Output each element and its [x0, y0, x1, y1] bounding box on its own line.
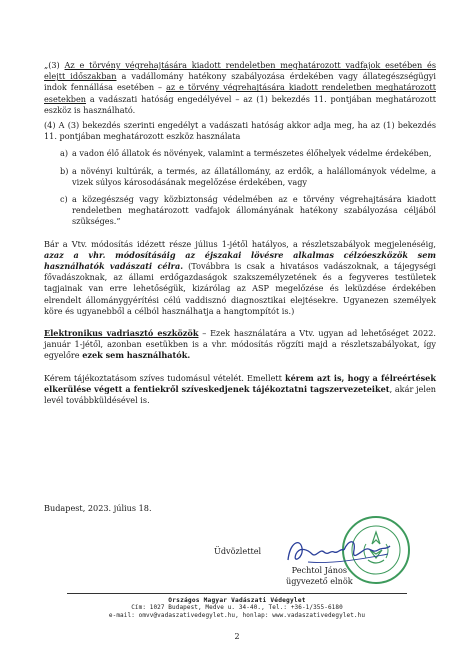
footer-address: Cím: 1027 Budapest, Medve u. 34-40., Tel.: +36-1/355-6180 — [131, 604, 343, 611]
signatory — [286, 565, 353, 587]
paragraph-request — [44, 373, 436, 407]
list-item — [60, 166, 436, 188]
letter-body — [44, 60, 436, 406]
quote-text: a vadállomány hatékony szabályozása érdekében vagy állategészségügyi indok fennállása esetében – — [44, 71, 436, 93]
paragraph-vtv — [44, 239, 436, 317]
body-text: Kérem tájékoztatásom szíves tudomásul vételét. Emellett — [44, 372, 285, 383]
quoted-paragraph-3 — [44, 60, 436, 116]
emphasized-text: ezek sem használhatók. — [82, 350, 191, 361]
signatory-title: ügyvezető elnök — [286, 576, 353, 587]
footer-contact: e-mail: omvv@vadaszativedegylet.hu, honlap: www.vadaszativedegylet.hu — [108, 612, 366, 619]
signatory-name: Pechtol János — [291, 565, 348, 575]
list-label: c) — [60, 194, 68, 205]
section-heading: Elektronikus vadriasztó eszközök — [44, 328, 199, 339]
emphasized-text: kérem azt is, hogy a félreértések elkerülése végett a fentiekről szíveskedjenek tájékoztatni tagszervezeteiket — [44, 372, 436, 394]
list-item — [60, 148, 436, 159]
body-text: – Ezek használatára a Vtv. ugyan ad lehetőséget 2022. január 1-jétől, azonban esetükben is a vhr. módosítás rögzíti majd a részletszabályokat, így egyelőre — [44, 328, 436, 361]
paragraph-electronic — [44, 328, 436, 362]
page-number: 2 — [234, 632, 240, 641]
footer — [0, 593, 474, 620]
footer-org: Országos Magyar Vadászati Védegylet — [168, 597, 306, 604]
emphasized-text: azaz a vhr. módosításáig az éjszakai lövésre alkalmas célzóeszközök sem használhatók vadászati célra. — [44, 249, 436, 272]
body-text: , akár jelen levél továbbküldésével is. — [44, 383, 436, 406]
underlined-text: Az e törvény végrehajtására kiadott rendeletben meghatározott vadfajok esetében és elejtt időszakban — [44, 60, 436, 82]
list-text: a növényi kultúrák, a termés, az állatállomány, az erdők, a halállományok védelme, a vizek súlyos károsodásának megelőzése érdekében, vagy — [72, 165, 436, 187]
greeting: Üdvözlettel — [214, 546, 262, 556]
quote-text: „(3) — [44, 60, 65, 70]
list-item — [60, 194, 436, 228]
underlined-text: az e törvény végrehajtására kiadott rendeletben meghatározott esetekben — [44, 82, 436, 104]
quote-text: a vadászati hatóság engedélyével – az (1) bekezdés 11. pontjában meghatározott eszköz is használható. — [44, 93, 436, 115]
list-label: b) — [60, 165, 69, 176]
quoted-paragraph-4: (4) A (3) bekezdés szerinti engedélyt a vadászati hatóság akkor adja meg, ha az (1) bekezdés 11. pontjában meghatározott eszköz használata — [44, 120, 436, 142]
list-label: a) — [60, 148, 69, 159]
footer-divider — [67, 593, 407, 594]
list-text: a vadon élő állatok és növények, valamint a természetes élőhelyek védelme érdekében, — [72, 148, 432, 159]
body-text: (Továbbra is csak a hivatásos vadászoknak, a tájegységi fővadászoknak, az állami erdőgazdaságok szakszemélyzetének és a fegyveres testületek tagjainak van erre lehetőségük, kizárólag az ASP megelőzése és leküzdése érdekében elrendelt állománygyérítési célú vaddisznó diagnosztikai elejtésekre. Ugyanezen személyek köre és ugyanebből a célból használhatja a hangtompítót is.) — [44, 261, 436, 316]
body-text: Bár a Vtv. módosítás idézett része július 1-jétől hatályos, a részletszabályok megjelenéséig, — [44, 238, 436, 249]
letter-date: Budapest, 2023. július 18. — [44, 503, 152, 513]
list-text: a közegészség vagy közbiztonság védelmében az e törvény végrehajtására kiadott rendeletben meghatározott vadfajok állományának hatékony szabályozása céljából szükséges.” — [72, 194, 436, 227]
